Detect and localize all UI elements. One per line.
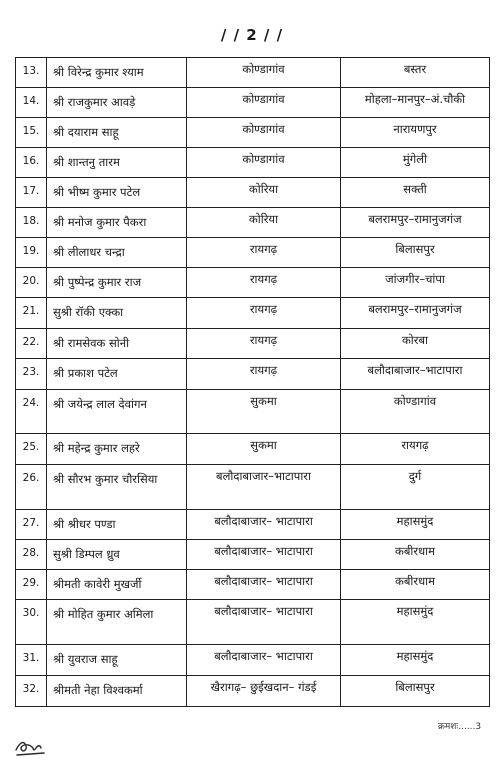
serial-number-cell: 30. [16, 600, 47, 645]
table-row [16, 465, 490, 510]
officer-name-cell: श्री जयेन्द्र लाल देवांगन [47, 390, 187, 434]
officer-name-cell: श्री रामसेवक सोनी [47, 329, 187, 359]
serial-number-cell: 14. [16, 88, 47, 118]
officer-name-cell: सुश्री रॉकी एक्का [47, 298, 187, 329]
current-posting-cell: बलौदाबाजार– भाटापारा [187, 600, 341, 645]
new-posting-cell: जांजगीर–चांपा [341, 268, 490, 298]
current-posting-cell: रायगढ़ [187, 329, 341, 359]
serial-number-cell: 16. [16, 148, 47, 178]
table-row [16, 268, 490, 298]
new-posting-cell: कबीरधाम [341, 570, 490, 600]
new-posting-cell: कबीरधाम [341, 540, 490, 570]
serial-number-cell: 27. [16, 510, 47, 540]
table-row [16, 148, 490, 178]
current-posting-cell: कोण्डागांव [187, 58, 341, 88]
page-number-header: / / 2 / / [220, 26, 284, 44]
serial-number-cell: 26. [16, 465, 47, 510]
current-posting-cell: बलौदाबाजार–भाटापारा [187, 465, 341, 510]
new-posting-cell: कोरबा [341, 329, 490, 359]
table-row [16, 178, 490, 208]
serial-number-cell: 23. [16, 359, 47, 390]
continued-note: क्रमशः......3 [438, 722, 482, 732]
current-posting-cell: बलौदाबाजार– भाटापारा [187, 645, 341, 676]
new-posting-cell: बलरामपुर–रामानुजगंज [341, 298, 490, 329]
new-posting-cell: महासमुंद [341, 510, 490, 540]
officer-name-cell: श्री पुष्पेन्द्र कुमार राज [47, 268, 187, 298]
new-posting-cell: दुर्ग [341, 465, 490, 510]
new-posting-cell: बिलासपुर [341, 238, 490, 268]
officer-name-cell: श्री महेन्द्र कुमार लहरे [47, 434, 187, 465]
officer-name-cell: श्रीमती कावेरी मुखर्जी [47, 570, 187, 600]
table-row [16, 208, 490, 238]
serial-number-cell: 31. [16, 645, 47, 676]
table-row [16, 434, 490, 465]
current-posting-cell: रायगढ़ [187, 298, 341, 329]
officer-name-cell: श्री मनोज कुमार पैकरा [47, 208, 187, 238]
new-posting-cell: रायगढ़ [341, 434, 490, 465]
officer-name-cell: श्री राजकुमार आवड़े [47, 88, 187, 118]
officer-name-cell: श्री मोहित कुमार अमिला [47, 600, 187, 645]
serial-number-cell: 22. [16, 329, 47, 359]
current-posting-cell: कोरिया [187, 208, 341, 238]
current-posting-cell: बलौदाबाजार– भाटापारा [187, 510, 341, 540]
officer-name-cell: श्रीमती नेहा विश्वकर्मा [47, 676, 187, 707]
officer-name-cell: श्री युवराज साहू [47, 645, 187, 676]
table-row [16, 570, 490, 600]
table-row [16, 600, 490, 645]
serial-number-cell: 24. [16, 390, 47, 434]
officer-name-cell: श्री भीष्म कुमार पटेल [47, 178, 187, 208]
new-posting-cell: बिलासपुर [341, 676, 490, 707]
current-posting-cell: खैरागढ़– छुईखदान– गंडई [187, 676, 341, 707]
table-row [16, 510, 490, 540]
serial-number-cell: 18. [16, 208, 47, 238]
officer-name-cell: श्री प्रकाश पटेल [47, 359, 187, 390]
new-posting-cell: बलरामपुर–रामानुजगंज [341, 208, 490, 238]
table-row [16, 645, 490, 676]
serial-number-cell: 13. [16, 58, 47, 88]
table-row [16, 118, 490, 148]
serial-number-cell: 32. [16, 676, 47, 707]
serial-number-cell: 19. [16, 238, 47, 268]
new-posting-cell: सक्ती [341, 178, 490, 208]
table-row [16, 298, 490, 329]
table-row [16, 329, 490, 359]
current-posting-cell: सुकमा [187, 390, 341, 434]
new-posting-cell: नारायणपुर [341, 118, 490, 148]
new-posting-cell: कोण्डागांव [341, 390, 490, 434]
new-posting-cell: मुंगेली [341, 148, 490, 178]
serial-number-cell: 17. [16, 178, 47, 208]
serial-number-cell: 29. [16, 570, 47, 600]
current-posting-cell: बलौदाबाजार– भाटापारा [187, 570, 341, 600]
current-posting-cell: सुकमा [187, 434, 341, 465]
serial-number-cell: 25. [16, 434, 47, 465]
officer-name-cell: श्री लीलाधर चन्द्रा [47, 238, 187, 268]
transfer-list-table [15, 57, 490, 707]
current-posting-cell: रायगढ़ [187, 359, 341, 390]
current-posting-cell: बलौदाबाजार– भाटापारा [187, 540, 341, 570]
serial-number-cell: 20. [16, 268, 47, 298]
new-posting-cell: महासमुंद [341, 600, 490, 645]
new-posting-cell: मोहला–मानपुर–अं.चौकी [341, 88, 490, 118]
current-posting-cell: कोरिया [187, 178, 341, 208]
officer-name-cell: श्री दयाराम साहू [47, 118, 187, 148]
officer-name-cell: श्री शान्तनु तारम [47, 148, 187, 178]
new-posting-cell: बस्तर [341, 58, 490, 88]
serial-number-cell: 28. [16, 540, 47, 570]
officer-name-cell: श्री सौरभ कुमार चौरसिया [47, 465, 187, 510]
officer-name-cell: श्री विरेन्द्र कुमार श्याम [47, 58, 187, 88]
signature-mark [14, 736, 48, 758]
table-row [16, 390, 490, 434]
table-row [16, 238, 490, 268]
serial-number-cell: 15. [16, 118, 47, 148]
table-row [16, 540, 490, 570]
table-row [16, 359, 490, 390]
new-posting-cell: बलौदाबाजार–भाटापारा [341, 359, 490, 390]
table-row [16, 88, 490, 118]
current-posting-cell: कोण्डागांव [187, 148, 341, 178]
current-posting-cell: कोण्डागांव [187, 118, 341, 148]
table-row [16, 58, 490, 88]
current-posting-cell: कोण्डागांव [187, 88, 341, 118]
current-posting-cell: रायगढ़ [187, 238, 341, 268]
table-row [16, 676, 490, 707]
new-posting-cell: महासमुंद [341, 645, 490, 676]
serial-number-cell: 21. [16, 298, 47, 329]
officer-name-cell: सुश्री डिम्पल ध्रुव [47, 540, 187, 570]
current-posting-cell: रायगढ़ [187, 268, 341, 298]
officer-name-cell: श्री श्रीधर पण्डा [47, 510, 187, 540]
